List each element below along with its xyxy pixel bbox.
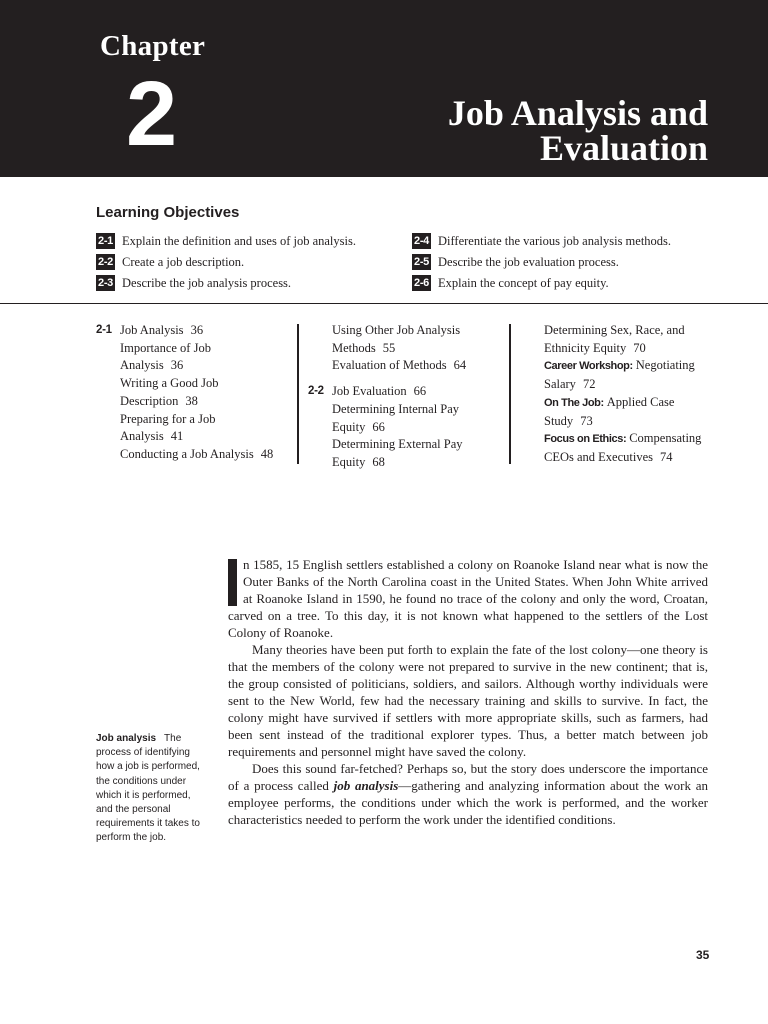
toc-entry: Determining Internal Pay: [332, 401, 460, 416]
body-text: [228, 556, 708, 828]
toc-entry: Job Analysis 36: [120, 323, 204, 337]
toc-entry: Focus on Ethics: Compensating: [544, 431, 702, 446]
body-paragraph: Many theories have been put forth to explain the fate of the lost colony—one theory is that the members of the colony were not prepared to survive in the new continent; that is, the group consisted of politicians, soldiers, and sailors. Although worthy individuals were sent to the New World, few had the necessary training and skills to survive. In fact, the colony might have survived if settlers with more appropriate skills, such as farmers, had been sent instead of the traditional explorer types. Thus, a better match between job requirements and personnel might have saved the colony.: [228, 642, 708, 759]
objective-item: [96, 254, 244, 270]
toc-entry: Using Other Job Analysis: [332, 323, 461, 337]
toc-section: [96, 322, 273, 464]
toc-entry: CEOs and Executives 74: [544, 449, 673, 464]
objective-number: 2-1: [98, 235, 113, 247]
objective-item: [412, 275, 609, 291]
toc-column-3: [544, 322, 701, 467]
objective-item: [412, 254, 619, 270]
learning-objectives-heading: Learning Objectives: [96, 204, 240, 221]
margin-term: Job analysis: [96, 733, 157, 744]
feature-label: Focus on Ethics:: [544, 433, 627, 446]
toc-column-1: [96, 322, 273, 464]
toc-entry: Equity 66: [332, 419, 385, 434]
body-paragraph: n 1585, 15 English settlers established a colony on Roanoke Island near what is now the Outer Banks of the North Carolina coast in the United States. When John White arrived at Roanoke Island in 1590, he found no trace of the colony and only the word, Croatan, carved on a tree. To this day, it is not known what happened to the settlers of the Lost Colony of Roanoke.: [228, 557, 708, 640]
margin-definition-text: The process of identifying how a job is performed, the conditions under which it is performed, and the personal requirements it takes to perform the job.: [96, 733, 200, 844]
objective-text: Create a job description.: [122, 254, 245, 269]
toc-entry: Ethnicity Equity 70: [544, 340, 646, 355]
objective-text: Explain the concept of pay equity.: [438, 275, 609, 290]
toc-entry: Description 38: [120, 393, 198, 408]
objective-number: 2-2: [98, 256, 113, 268]
toc-entry: Conducting a Job Analysis 48: [120, 446, 274, 461]
toc-entry: Determining External Pay: [332, 437, 463, 452]
toc-entry: Evaluation of Methods 64: [332, 358, 467, 373]
objective-text: Describe the job evaluation process.: [438, 254, 619, 269]
toc-entry: Determining Sex, Race, and: [544, 323, 685, 337]
objective-item: [412, 233, 671, 249]
objective-number: 2-5: [414, 256, 429, 268]
chapter-label: Chapter: [100, 30, 206, 62]
page-number: 35: [696, 948, 710, 962]
drop-cap: [228, 559, 237, 606]
section-divider: [0, 303, 768, 304]
margin-definition: [96, 732, 206, 846]
objective-text: Explain the definition and uses of job analysis.: [122, 233, 356, 248]
feature-label: On The Job:: [544, 396, 604, 409]
toc-entry: On The Job: Applied Case: [544, 394, 675, 409]
objective-text: Describe the job analysis process.: [122, 275, 292, 290]
toc-continued: [308, 322, 466, 375]
toc-entry: Analysis 36: [120, 358, 184, 373]
chapter-title-line-1: Job Analysis and: [447, 93, 708, 133]
toc-column-2: [308, 322, 466, 472]
objective-number: 2-6: [414, 277, 429, 289]
toc-entry: Salary 72: [544, 377, 596, 392]
key-term: job analysis: [333, 778, 399, 793]
toc-section-number: 2-2: [308, 385, 324, 398]
chapter-title: [447, 93, 708, 168]
toc-entry: Preparing for a Job: [120, 411, 216, 426]
chapter-title-line-2: Evaluation: [539, 128, 708, 168]
toc-entry: Career Workshop: Negotiating: [544, 358, 695, 373]
body-paragraph: Does this sound far-fetched? Perhaps so, but the story does underscore the importance of a process called job analysis—gathering and analyzing information about the work an employee performs, the conditions under which the work is performed, and the worker characteristics needed to perform the work under the identified conditions.: [228, 761, 708, 827]
toc-section-number: 2-1: [96, 324, 112, 336]
toc-entry: Analysis 41: [120, 429, 184, 444]
objective-item: [96, 233, 356, 249]
objective-item: [96, 275, 291, 291]
objective-number: 2-3: [98, 277, 113, 289]
chapter-number: 2: [126, 63, 176, 165]
objective-text: Differentiate the various job analysis methods.: [438, 233, 672, 248]
feature-label: Career Workshop:: [544, 360, 633, 373]
toc-divider: [509, 324, 511, 464]
toc-entry: Methods 55: [332, 340, 396, 355]
toc-entry: Equity 68: [332, 454, 385, 469]
toc-entry: Writing a Good Job: [120, 376, 219, 391]
toc-entry: Study 73: [544, 413, 593, 428]
chapter-header: [0, 0, 768, 177]
toc-divider: [297, 324, 299, 464]
toc-entry: Importance of Job: [120, 340, 211, 355]
toc-entry: Job Evaluation 66: [332, 384, 427, 399]
objective-number: 2-4: [414, 235, 429, 247]
toc-section: [308, 383, 466, 472]
